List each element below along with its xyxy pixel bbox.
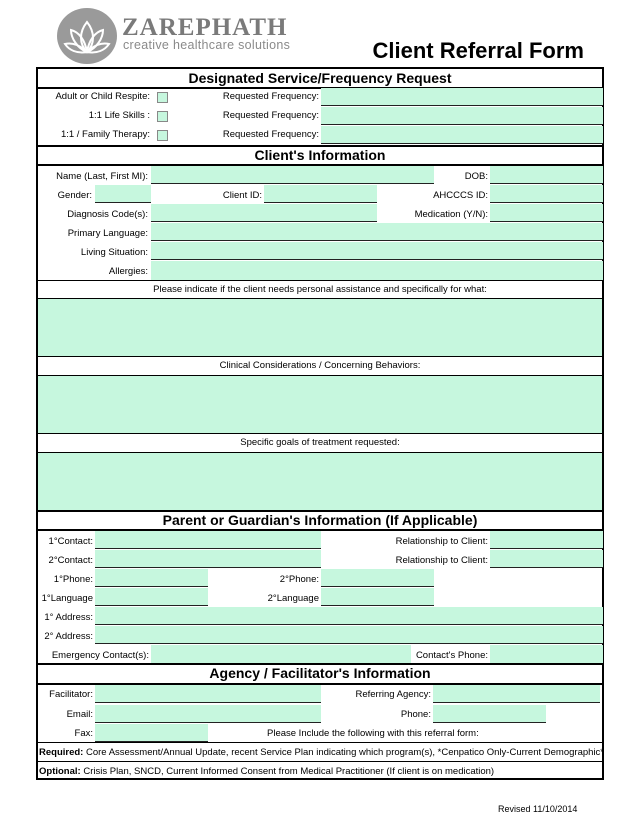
emergency-label: Emergency Contact(s): <box>51 650 149 661</box>
brand-tagline: creative healthcare solutions <box>123 38 291 52</box>
optional-note <box>39 766 494 778</box>
respite-frequency-field[interactable] <box>321 88 603 106</box>
include-note: Please Include the following with this referral form: <box>267 728 479 739</box>
divider <box>36 433 604 434</box>
assistance-textarea[interactable] <box>38 299 602 356</box>
contact2-field[interactable] <box>95 550 321 568</box>
living-situation-field[interactable] <box>151 242 603 260</box>
referring-agency-field[interactable] <box>433 685 600 703</box>
gender-label: Gender: <box>57 190 92 201</box>
divider <box>36 742 604 743</box>
phone1-field[interactable] <box>95 569 208 587</box>
goals-textarea[interactable] <box>38 453 602 510</box>
facilitator-field[interactable] <box>95 685 321 703</box>
language2-field[interactable] <box>321 588 434 606</box>
ahcccs-label: AHCCCS ID: <box>433 190 488 201</box>
contact2-label: 2°Contact: <box>48 555 93 566</box>
contact-phone-label: Contact's Phone: <box>415 650 488 661</box>
section-title-guardian: Parent or Guardian's Information (If Applicable) <box>162 512 478 528</box>
section-title-client: Client's Information <box>254 147 386 163</box>
diagnosis-label: Diagnosis Code(s): <box>67 209 148 220</box>
respite-checkbox[interactable] <box>157 92 168 103</box>
respite-frequency-label: Requested Frequency: <box>222 91 319 102</box>
medication-label: Medication (Y/N): <box>414 209 488 220</box>
required-note <box>39 747 604 759</box>
language1-label: 1°Language <box>41 593 93 604</box>
contact-phone-field[interactable] <box>490 645 603 663</box>
name-field[interactable] <box>151 166 434 184</box>
life-skills-frequency-field[interactable] <box>321 107 603 125</box>
life-skills-checkbox[interactable] <box>157 111 168 122</box>
language1-field[interactable] <box>95 588 208 606</box>
gender-field[interactable] <box>95 185 151 203</box>
clinical-textarea[interactable] <box>38 376 602 433</box>
phone2-label: 2°Phone: <box>279 574 319 585</box>
allergies-label: Allergies: <box>108 266 148 277</box>
contact1-field[interactable] <box>95 531 321 549</box>
family-therapy-checkbox[interactable] <box>157 130 168 141</box>
section-title-service: Designated Service/Frequency Request <box>188 70 452 86</box>
diagnosis-field[interactable] <box>151 204 377 222</box>
email-field[interactable] <box>95 705 321 723</box>
emergency-field[interactable] <box>151 645 411 663</box>
language-label: Primary Language: <box>67 228 148 239</box>
client-id-label: Client ID: <box>222 190 262 201</box>
relationship2-label: Relationship to Client: <box>395 555 488 566</box>
language-field[interactable] <box>151 223 603 241</box>
relationship1-field[interactable] <box>490 531 603 549</box>
optional-text: Crisis Plan, SNCD, Current Informed Consent from Medical Practitioner (If client is on medication) <box>80 766 495 777</box>
agency-phone-label: Phone: <box>400 709 431 720</box>
phone1-label: 1°Phone: <box>53 574 93 585</box>
respite-label: Adult or Child Respite: <box>55 91 150 102</box>
fax-field[interactable] <box>95 724 208 742</box>
relationship2-field[interactable] <box>490 550 603 568</box>
name-label: Name (Last, First MI): <box>56 171 148 182</box>
dob-label: DOB: <box>464 171 488 182</box>
goals-prompt: Specific goals of treatment requested: <box>240 437 400 448</box>
facilitator-label: Facilitator: <box>49 689 93 700</box>
allergies-field[interactable] <box>151 261 603 280</box>
family-therapy-frequency-field[interactable] <box>321 126 603 144</box>
life-skills-frequency-label: Requested Frequency: <box>222 110 319 121</box>
contact1-label: 1°Contact: <box>48 536 93 547</box>
phone2-field[interactable] <box>321 569 434 587</box>
fax-label: Fax: <box>74 728 93 739</box>
referring-agency-label: Referring Agency: <box>355 689 431 700</box>
required-label: Required: <box>39 747 84 758</box>
language2-label: 2°Language <box>267 593 319 604</box>
agency-phone-field[interactable] <box>433 705 546 723</box>
optional-label: Optional: <box>39 766 81 777</box>
required-text: Core Assessment/Annual Update, recent Service Plan indicating which program(s), *Cenpatico Only-Current Demographic* <box>83 747 604 758</box>
life-skills-label: 1:1 Life Skills : <box>88 110 150 121</box>
medication-field[interactable] <box>490 204 603 222</box>
address2-field[interactable] <box>95 626 603 644</box>
email-label: Email: <box>66 709 93 720</box>
divider <box>36 280 604 281</box>
lotus-logo-icon <box>57 8 117 64</box>
assistance-prompt: Please indicate if the client needs personal assistance and specifically for what: <box>153 284 487 295</box>
dob-field[interactable] <box>490 166 603 184</box>
client-id-field[interactable] <box>264 185 377 203</box>
divider <box>36 761 604 762</box>
family-therapy-frequency-label: Requested Frequency: <box>222 129 319 140</box>
brand-name: ZAREPHATH <box>122 14 288 41</box>
address1-field[interactable] <box>95 607 603 625</box>
address2-label: 2° Address: <box>44 631 93 642</box>
form-title: Client Referral Form <box>372 38 584 63</box>
section-title-agency: Agency / Facilitator's Information <box>209 665 431 681</box>
address1-label: 1° Address: <box>44 612 93 623</box>
family-therapy-label: 1:1 / Family Therapy: <box>60 129 150 140</box>
relationship1-label: Relationship to Client: <box>395 536 488 547</box>
revised-date: Revised 11/10/2014 <box>498 804 578 814</box>
divider <box>36 356 604 357</box>
clinical-prompt: Clinical Considerations / Concerning Behaviors: <box>219 360 421 371</box>
living-situation-label: Living Situation: <box>80 247 148 258</box>
ahcccs-field[interactable] <box>490 185 603 203</box>
